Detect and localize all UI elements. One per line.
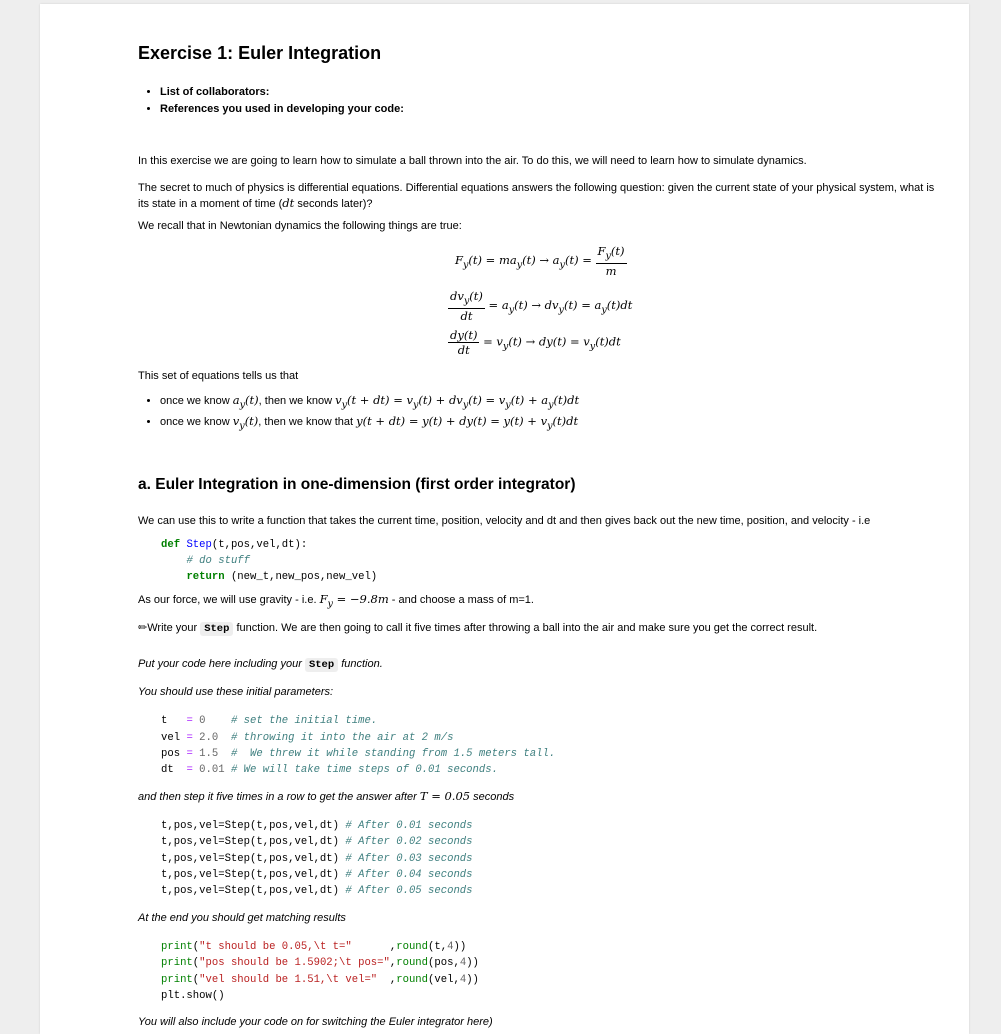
set-tells-paragraph: This set of equations tells us that — [138, 370, 299, 382]
section-heading-a: a. Euler Integration in one-dimension (first order integrator) — [138, 475, 576, 493]
equations-block — [138, 234, 943, 362]
collaborators-list — [138, 84, 943, 118]
list-item: • References you used in developing your code: — [160, 101, 943, 118]
code-block-prints: print("t should be 0.05,\t t=" ,round(t,4)) print("pos should be 1.5902;\t pos=",round(pos,4)) print("vel should be 1.51,\t vel=" ,round(vel,4)) plt.show() — [161, 940, 479, 1002]
intro-paragraph: In this exercise we are going to learn how to simulate a ball thrown into the air. To do this, we will need to learn how to simulate dynamics. — [138, 155, 807, 167]
notebook-content — [138, 42, 943, 1030]
newton-paragraph: We recall that in Newtonian dynamics the following things are true: — [138, 220, 462, 232]
equation-1: $F_y(t) = ma_y(t) \to a_y(t)$ = $\frac{F_y(t)}{m}$ — [455, 244, 625, 279]
use-this-paragraph: We can use this to write a function that takes the current time, position, velocity and dt and then gives back out the new time, position, and velocity - i.e — [138, 514, 871, 527]
write-paragraph: ✏Write your Step function. We are then going to call it five times after throwing a ball into the air and make sure you get the correct result. — [138, 622, 818, 636]
page-title: Exercise 1: Euler Integration — [138, 43, 382, 63]
should-use-paragraph: You should use these initial parameters: — [138, 686, 334, 699]
equation-2: $\frac{dv_y(t)}{dt}$ = $a_y(t) \to dv_y(t) = a_y(t)dt$ — [450, 289, 633, 324]
code-block-params: t = 0 # set the initial time. vel = 2.0 # throwing it into the air at 2 m/s pos = 1.5 # We threw it while standing from 1.5 meters tall. dt = 0.01 # We will take time steps of 0.01 seconds. — [161, 715, 556, 777]
code-block-step-template: def Step(t,pos,vel,dt): # do stuff return (new_t,new_pos,new_vel) — [161, 538, 378, 584]
list-item: • once we know $a_y(t)$, then we know $v_y(t + dt) = v_y(t) + dv_y(t) = v_y(t) + a_y(t)dt$ — [160, 392, 943, 413]
pencil-icon: ✏ — [138, 622, 148, 635]
at-end-paragraph: At the end you should get matching results — [138, 911, 346, 924]
put-code-paragraph: Put your code here including your Step function. — [138, 658, 383, 672]
cut-off-paragraph: You will also include your code on for switching the Euler integrator here) — [138, 1016, 493, 1029]
list-item: • List of collaborators: — [160, 84, 943, 101]
force-paragraph: As our force, we will use gravity - i.e. $F_y = -9.8m$ - and choose a mass of m=1. — [138, 591, 534, 610]
notebook-page — [40, 4, 969, 1034]
then-step-paragraph: and then step it five times in a row to get the answer after T = 0.05 seconds — [138, 788, 515, 803]
consequences-list — [138, 392, 943, 435]
secret-paragraph: The secret to much of physics is differential equations. Differential equations answers the following question: given the current state of your physical system, what is its state in a moment of time (dt seconds later)? — [138, 182, 935, 210]
list-item: • once we know $v_y(t)$, then we know that $y(t + dt) = y(t) + dy(t) = y(t) + v_y(t)dt$ — [160, 413, 943, 434]
equation-3: $\frac{dy(t)}{dt}$ = $v_y(t) \to dy(t) = v_y(t)dt$ — [450, 328, 621, 357]
code-block-steps: t,pos,vel=Step(t,pos,vel,dt) # After 0.01 seconds t,pos,vel=Step(t,pos,vel,dt) # After 0.02 seconds t,pos,vel=Step(t,pos,vel,dt) # After 0.03 seconds t,pos,vel=Step(t,pos,vel,dt) # After 0.04 seconds t,pos,vel=Step(t,pos,vel,dt) # After 0.05 seconds — [161, 819, 473, 898]
